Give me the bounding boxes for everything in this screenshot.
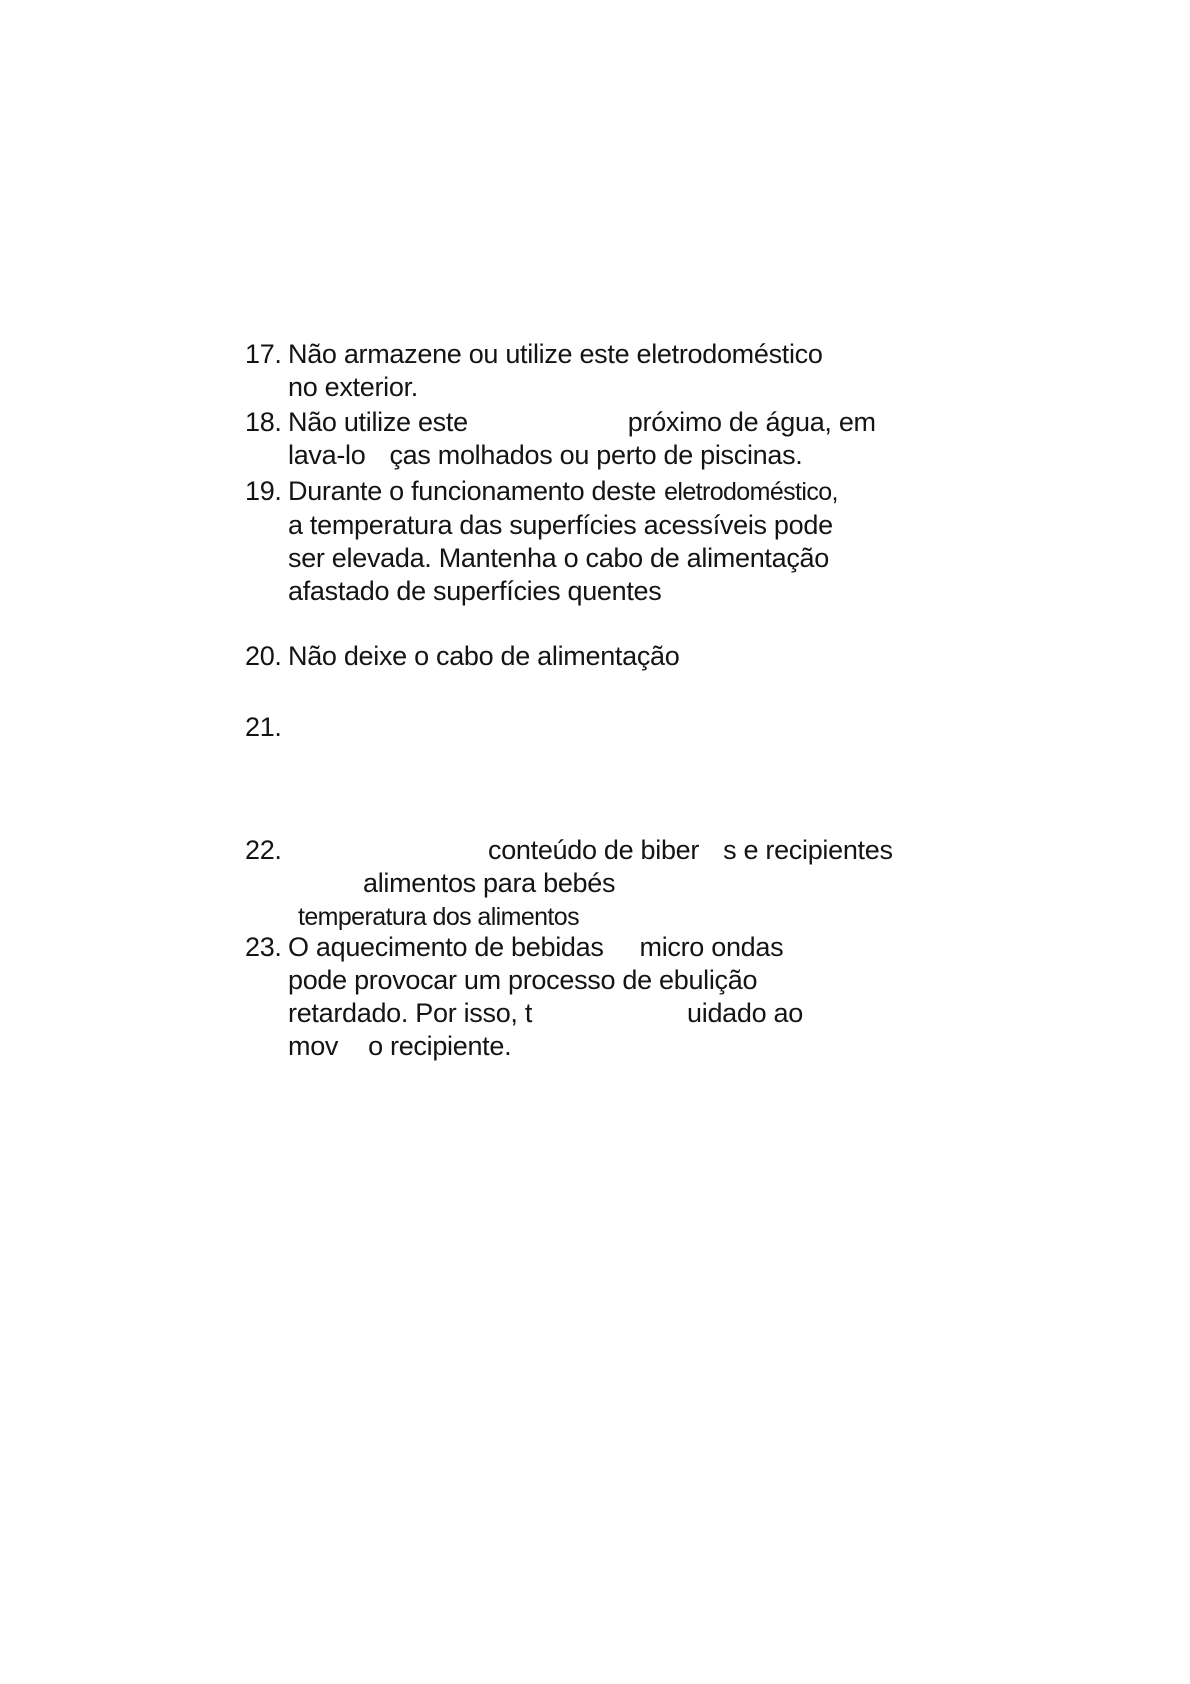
text-segment: alimentos para bebés <box>363 868 616 898</box>
item-number: 21. <box>245 712 282 742</box>
item-body <box>288 338 1145 404</box>
text-segment: conteúdo de biber <box>488 835 700 865</box>
item-line <box>288 338 1145 371</box>
faded-text-gap <box>468 430 628 431</box>
faded-text-gap <box>699 858 723 859</box>
text-segment: Não utilize este <box>288 407 468 437</box>
item-line <box>288 964 1145 997</box>
text-segment: no exterior. <box>288 372 418 402</box>
item-line <box>288 475 1145 509</box>
item-line <box>298 900 1145 934</box>
text-segment: lava-lo <box>288 440 366 470</box>
faded-text-gap <box>532 1021 687 1022</box>
text-segment: s e recipientes <box>723 835 893 865</box>
text-segment: afastado de superfícies quentes <box>288 576 662 606</box>
item-line <box>288 439 1145 472</box>
faded-text-gap <box>604 955 640 956</box>
text-segment: temperatura dos alimentos <box>298 903 579 931</box>
list-item-17 <box>245 338 1145 404</box>
text-segment: mov <box>288 1031 339 1061</box>
item-body <box>288 834 1145 934</box>
text-segment: Não armazene ou utilize este eletrodoméstico <box>288 339 823 369</box>
word-space <box>656 499 664 500</box>
text-segment: pode provocar um processo de ebulição <box>288 965 758 995</box>
item-body <box>288 406 1145 472</box>
item-line <box>288 997 1145 1030</box>
text-segment: Durante o funcionamento deste <box>288 476 657 506</box>
item-number: 19. <box>245 476 282 506</box>
item-number: 17. <box>245 339 282 369</box>
text-segment: próximo de água, em <box>627 407 876 437</box>
faded-text-gap <box>338 1054 368 1055</box>
item-line <box>288 575 1145 608</box>
list-item-23 <box>245 931 1145 1063</box>
text-segment: a temperatura das superfícies acessíveis pode <box>288 510 833 540</box>
item-body <box>288 475 1145 608</box>
item-line <box>288 371 1145 404</box>
item-body <box>288 640 1145 673</box>
list-item-20 <box>245 640 1145 673</box>
item-line <box>288 509 1145 542</box>
item-body <box>288 931 1145 1063</box>
item-line <box>288 834 1145 867</box>
text-segment: O aquecimento de bebidas <box>288 932 604 962</box>
item-number: 20. <box>245 641 282 671</box>
item-line <box>288 931 1145 964</box>
item-line <box>288 1030 1145 1063</box>
text-segment: uidado ao <box>687 998 803 1028</box>
text-segment: micro ondas <box>639 932 784 962</box>
item-line <box>363 867 1145 900</box>
list-item-19 <box>245 475 1145 608</box>
item-number: 23. <box>245 932 282 962</box>
list-item-21 <box>245 711 1145 744</box>
list-item-22 <box>245 834 1145 934</box>
item-line <box>288 640 1145 673</box>
faded-text-gap <box>365 463 389 464</box>
text-segment: retardado. Por isso, t <box>288 998 533 1028</box>
item-line <box>288 542 1145 575</box>
faded-text-gap <box>288 858 488 859</box>
item-number: 18. <box>245 407 282 437</box>
item-number: 22. <box>245 835 282 865</box>
text-segment: o recipiente. <box>368 1031 512 1061</box>
text-segment: eletrodoméstico, <box>664 478 838 506</box>
text-segment: ças molhados ou perto de piscinas. <box>389 440 803 470</box>
item-line <box>288 406 1145 439</box>
text-segment: ser elevada. Mantenha o cabo de alimentação <box>288 543 829 573</box>
instruction-list <box>245 338 1145 1063</box>
text-segment: Não deixe o cabo de alimentação <box>288 641 680 671</box>
list-item-18 <box>245 406 1145 472</box>
